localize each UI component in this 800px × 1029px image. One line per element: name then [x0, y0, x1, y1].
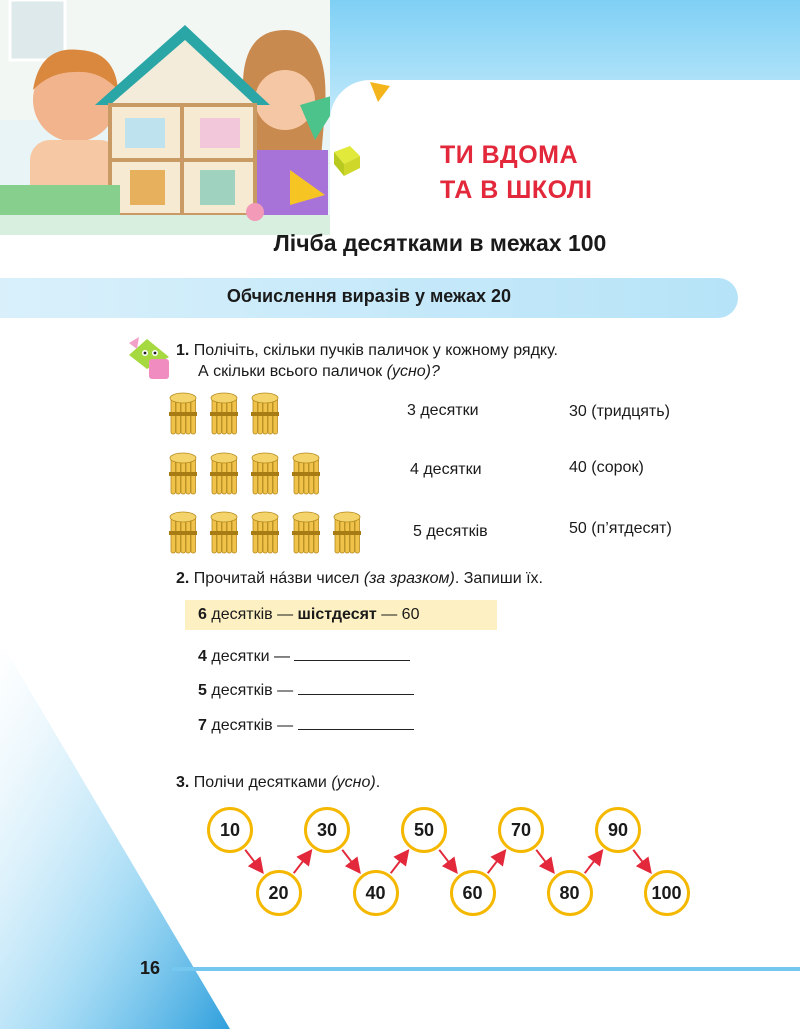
- count-circle: 70: [498, 807, 544, 853]
- item-word: десятків —: [211, 717, 294, 734]
- task1-instruction: Полічіть, скільки пучків паличок у кожному рядку.: [193, 342, 558, 359]
- task3-instruction: Полічи десятками: [193, 774, 327, 791]
- item-num: 4: [198, 648, 207, 665]
- count-circle: 30: [304, 807, 350, 853]
- item-num: 5: [198, 682, 207, 699]
- row2-count-label: 4 десятки: [410, 461, 482, 478]
- count-arrow: [245, 850, 261, 871]
- count-arrow: [536, 850, 552, 871]
- row2-value-label: 40 (сорок): [569, 459, 644, 476]
- count-circle: 10: [207, 807, 253, 853]
- page-rule: [172, 967, 800, 971]
- count-circle: 90: [595, 807, 641, 853]
- task3-italic: (усно): [331, 774, 376, 791]
- section-title-line1: ТИ ВДОМА: [440, 141, 579, 169]
- example-num: 6: [198, 606, 207, 623]
- count-circle: 80: [547, 870, 593, 916]
- page-number: 16: [140, 958, 161, 978]
- count-arrow: [439, 850, 455, 871]
- count-arrow: [391, 852, 407, 873]
- count-circle: 40: [353, 870, 399, 916]
- task1-question-italic: (усно)?: [386, 363, 440, 380]
- task1-question: А скільки всього паличок: [198, 363, 383, 380]
- example-tail: — 60: [381, 606, 420, 623]
- example-bold-word: шістдесят: [297, 606, 377, 623]
- task2-instruction: Прочитай нáзви чисел: [193, 570, 360, 587]
- example-word: десятків —: [211, 606, 294, 623]
- task2-number: 2.: [176, 570, 190, 587]
- count-arrow: [488, 852, 504, 873]
- row3-value-label: 50 (п’ятдесят): [569, 520, 672, 537]
- item-num: 7: [198, 717, 207, 734]
- count-circle: 60: [450, 870, 496, 916]
- count-arrow: [585, 852, 601, 873]
- count-circle: 100: [644, 870, 690, 916]
- count-circle: 20: [256, 870, 302, 916]
- item-word: десятків —: [211, 682, 294, 699]
- count-circle: 50: [401, 807, 447, 853]
- item-word: десятки —: [211, 648, 290, 665]
- task3-end: .: [375, 774, 381, 791]
- task2-end: . Запиши їх.: [454, 570, 543, 587]
- task1-number: 1.: [176, 342, 190, 359]
- row1-value-label: 30 (тридцять): [569, 403, 670, 420]
- count-arrow: [633, 850, 649, 871]
- task2-italic: (за зразком): [363, 570, 455, 587]
- subtitle: Обчислення виразів у межах 20: [226, 286, 512, 306]
- task3-number: 3.: [176, 774, 190, 791]
- lesson-title: Лічба десятками в межах 100: [273, 230, 607, 256]
- count-arrow: [294, 852, 310, 873]
- count-arrow: [342, 850, 358, 871]
- row3-count-label: 5 десятків: [413, 523, 488, 540]
- section-title-line2: ТА В ШКОЛІ: [440, 176, 593, 204]
- row1-count-label: 3 десятки: [407, 402, 479, 419]
